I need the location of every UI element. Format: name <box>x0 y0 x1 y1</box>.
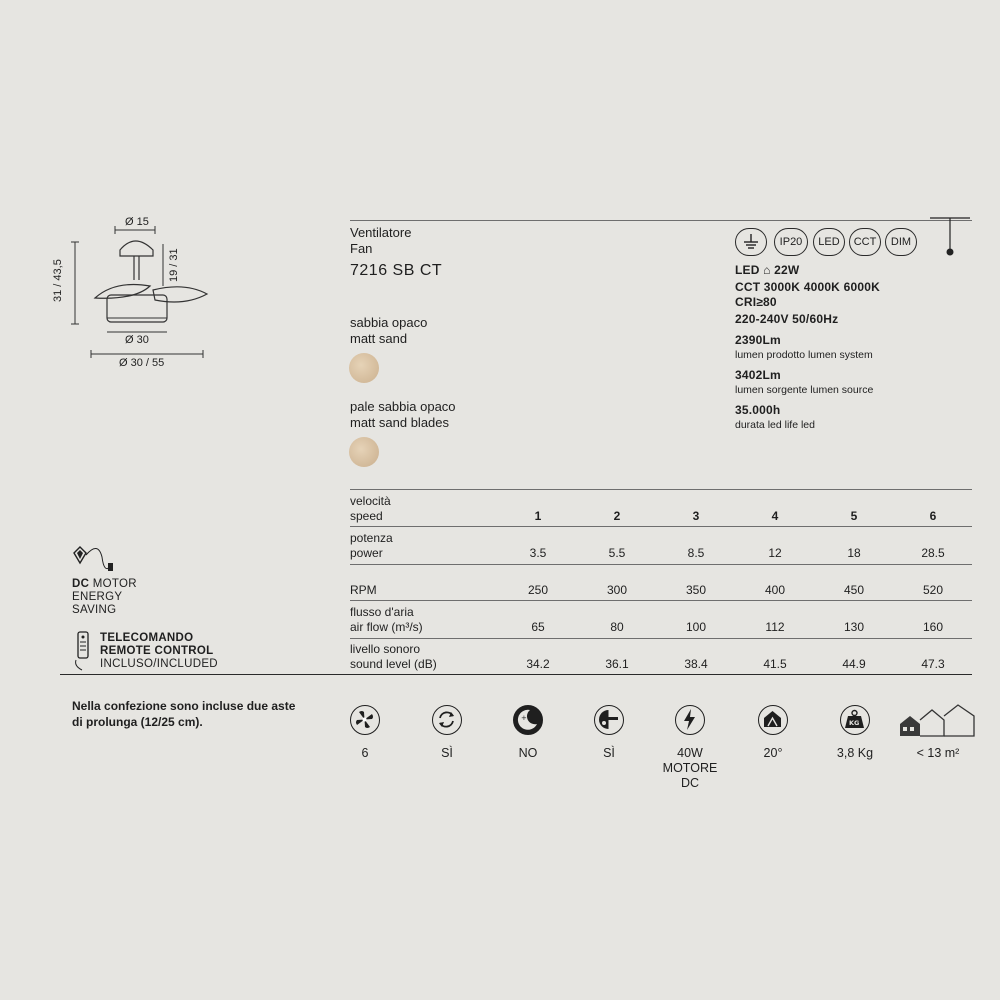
remote-label-it: TELECOMANDO <box>100 632 194 644</box>
spec-life-label: durata led life led <box>735 419 815 431</box>
product-type-it: Ventilatore <box>350 225 412 240</box>
reverse-icon <box>432 705 462 735</box>
dim-badge: DIM <box>885 228 917 256</box>
power-bolt-icon <box>675 705 705 735</box>
power-cell: 5.5 <box>608 546 626 560</box>
rpm-cell: 520 <box>922 583 944 597</box>
ip20-badge: IP20 <box>774 228 808 256</box>
table-row-divider <box>350 564 972 565</box>
spec-led-label: LED <box>735 263 760 277</box>
cct-badge: CCT <box>849 228 881 256</box>
power-cell: 8.5 <box>687 546 705 560</box>
fan-blades-icon <box>350 705 380 735</box>
sound-cell: 38.4 <box>684 657 708 671</box>
sound-cell: 47.3 <box>921 657 945 671</box>
spec-lumen-system-label: lumen prodotto lumen system <box>735 349 873 361</box>
feature-angle-value: 20° <box>763 746 783 760</box>
airflow-cell: 130 <box>843 620 865 634</box>
spec-cct: CCT 3000K 4000K 6000K <box>735 280 880 294</box>
speed-cell: 6 <box>929 509 937 523</box>
dc-motor-label <box>72 578 137 591</box>
dc-motor-icon <box>70 543 120 577</box>
feature-weight-value: 3,8 Kg <box>836 746 874 760</box>
product-type-en: Fan <box>350 241 373 256</box>
finish-2-swatch <box>349 437 379 467</box>
spec-led-watt: 22W <box>774 263 800 277</box>
spec-voltage: 220-240V 50/60Hz <box>735 312 839 326</box>
table-bottom-line <box>60 674 972 675</box>
row-sound-label-en: sound level (dB) <box>350 657 437 671</box>
dim-right-height: 19 / 31 <box>168 248 180 282</box>
ground-symbol-badge <box>735 228 767 256</box>
finish-1-en: matt sand <box>350 331 408 346</box>
table-row-divider <box>350 526 972 527</box>
bulb-icon: ⌂ <box>763 263 771 277</box>
dim-top-diameter: Ø 15 <box>125 216 149 228</box>
svg-text:+: + <box>521 714 527 722</box>
remote-control-icon <box>72 630 98 672</box>
spec-life-value: 35.000h <box>735 403 781 417</box>
feature-room-value: < 13 m² <box>916 746 960 760</box>
speed-cell: 5 <box>850 509 858 523</box>
saving-label: SAVING <box>72 604 117 616</box>
svg-text:KG: KG <box>849 719 860 727</box>
dimension-drawing <box>52 210 225 370</box>
sound-cell: 36.1 <box>605 657 629 671</box>
power-cell: 18 <box>847 546 861 560</box>
finish-2-en: matt sand blades <box>350 415 450 430</box>
finish-1-it: sabbia opaco <box>350 315 428 330</box>
airflow-cell: 112 <box>765 620 785 634</box>
rpm-cell: 450 <box>843 583 865 597</box>
dim-left-height: 31 / 43,5 <box>52 259 64 302</box>
spec-lumen-source-label: lumen sorgente lumen source <box>735 384 874 396</box>
rpm-cell: 300 <box>606 583 628 597</box>
table-row-divider <box>350 600 972 601</box>
finish-1-swatch <box>349 353 379 383</box>
feature-remote-value: SÌ <box>603 746 615 760</box>
power-cell: 3.5 <box>529 546 547 560</box>
remote-function-icon <box>594 705 624 735</box>
product-code: 7216 SB CT <box>350 262 443 279</box>
table-top-line <box>350 489 972 490</box>
rpm-cell: 350 <box>685 583 707 597</box>
power-cell: 28.5 <box>921 546 945 560</box>
feature-reverse-value: SÌ <box>441 746 453 760</box>
dc-label: DC <box>72 578 90 590</box>
row-rpm-label: RPM <box>350 583 377 597</box>
finish-2-it: pale sabbia opaco <box>350 399 456 414</box>
motor-label: MOTOR <box>92 578 137 590</box>
pendant-mount-icon <box>930 216 970 258</box>
row-speed-label-it: velocità <box>350 494 391 508</box>
feature-power-line2: MOTORE <box>662 761 718 775</box>
feature-timer-value: NO <box>518 746 538 760</box>
feature-blades-value: 6 <box>361 746 369 760</box>
spec-cri: CRI≥80 <box>735 295 777 309</box>
spec-lumen-source-value: 3402Lm <box>735 368 781 382</box>
rpm-cell: 400 <box>764 583 786 597</box>
airflow-cell: 100 <box>685 620 707 634</box>
speed-cell: 4 <box>771 509 779 523</box>
table-row-divider <box>350 638 972 639</box>
airflow-cell: 160 <box>922 620 944 634</box>
sound-cell: 44.9 <box>842 657 866 671</box>
spec-lumen-system-value: 2390Lm <box>735 333 781 347</box>
speed-cell: 2 <box>613 509 621 523</box>
timer-icon <box>513 705 543 735</box>
feature-power-line1: 40W <box>677 746 703 760</box>
dim-body-diameter: Ø 30 <box>125 334 149 346</box>
power-cell: 12 <box>768 546 782 560</box>
weight-icon <box>840 705 870 735</box>
rpm-cell: 250 <box>527 583 549 597</box>
row-sound-label-it: livello sonoro <box>350 642 421 656</box>
spec-led-power <box>735 263 799 277</box>
speed-cell: 1 <box>534 509 542 523</box>
sound-cell: 34.2 <box>526 657 550 671</box>
dim-total-diameter: Ø 30 / 55 <box>119 357 165 369</box>
feature-power-line3: DC <box>680 776 700 790</box>
airflow-cell: 80 <box>610 620 624 634</box>
ceiling-angle-icon <box>758 705 788 735</box>
room-size-icon <box>898 702 978 738</box>
row-speed-label-en: speed <box>350 509 383 523</box>
led-badge <box>813 228 845 256</box>
speed-cell: 3 <box>692 509 700 523</box>
top-divider <box>350 220 972 221</box>
row-power-label-it: potenza <box>350 531 393 545</box>
led-badge-label: LED <box>818 236 840 248</box>
remote-included-label: INCLUSO/INCLUDED <box>100 658 218 670</box>
sound-cell: 41.5 <box>763 657 787 671</box>
energy-label: ENERGY <box>72 591 123 603</box>
row-power-label-en: power <box>350 546 383 560</box>
airflow-cell: 65 <box>531 620 545 634</box>
package-note: Nella confezione sono incluse due aste di prolunga (12/25 cm). <box>72 699 296 729</box>
row-airflow-label-it: flusso d'aria <box>350 605 414 619</box>
row-airflow-label-en: air flow (m³/s) <box>350 620 423 634</box>
remote-label-en: REMOTE CONTROL <box>100 645 214 657</box>
